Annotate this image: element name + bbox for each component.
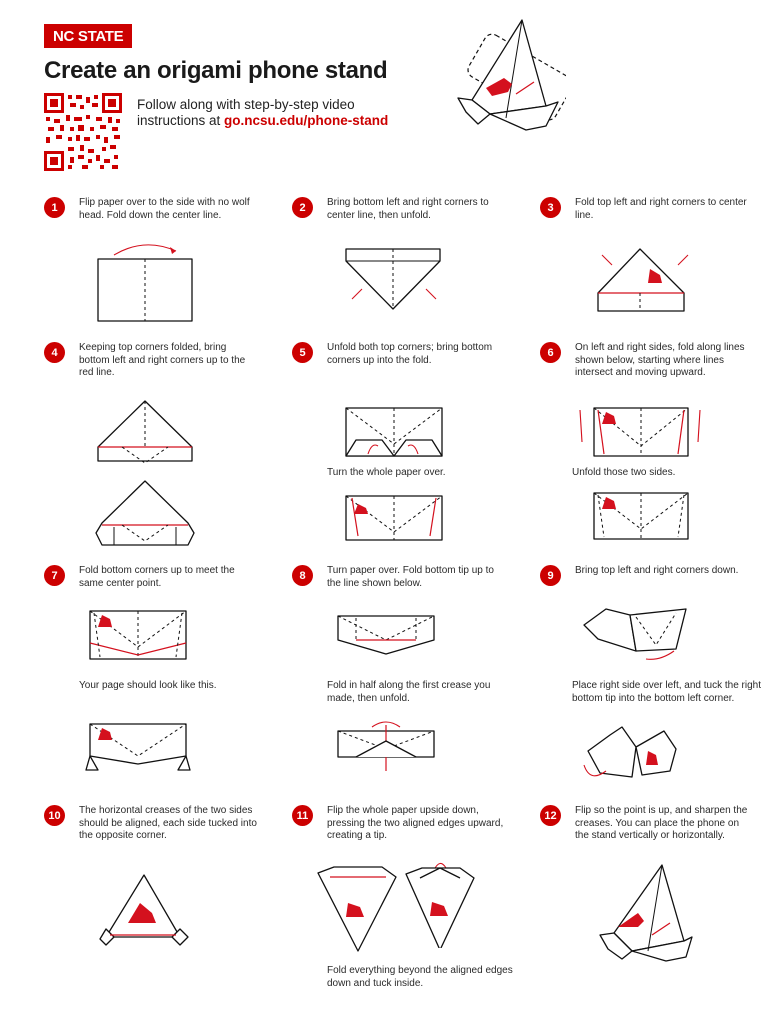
- step-4-diagram-b: [84, 479, 284, 554]
- video-link[interactable]: go.ncsu.edu/phone-stand: [224, 113, 389, 128]
- step-number: 1: [44, 197, 65, 218]
- step-10-diagram: [84, 873, 284, 953]
- step-7-diagram-b: [84, 720, 284, 780]
- step-6: [540, 342, 768, 552]
- step-text: Fold bottom corners up to meet the same center point.: [79, 565, 235, 589]
- step-number: 10: [44, 805, 65, 826]
- step-number: 2: [292, 197, 313, 218]
- step-note: Place right side over left, and tuck the right bottom tip into the bottom left corner.: [572, 680, 761, 704]
- step-9: [540, 565, 768, 775]
- step-12-diagram: [590, 863, 700, 973]
- step-11: [292, 805, 532, 1015]
- page-title: Create an origami phone stand: [44, 57, 388, 84]
- step-5-diagram-b: [332, 492, 532, 552]
- step-text: Bring bottom left and right corners to center line, then unfold.: [327, 197, 489, 221]
- step-number: 4: [44, 342, 65, 363]
- step-number: 11: [292, 805, 313, 826]
- step-6-diagram-b: [576, 489, 768, 549]
- step-5-diagram-a: [332, 404, 532, 464]
- step-text: Bring top left and right corners down.: [575, 565, 739, 576]
- step-note: Turn the whole paper over.: [327, 467, 446, 478]
- step-text: Flip so the point is up, and sharpen the creases. You can place the phone on the stand vertically or horizontally.: [575, 805, 748, 841]
- step-note: Fold everything beyond the aligned edges down and tuck inside.: [327, 965, 513, 989]
- step-4: [44, 342, 284, 552]
- step-number: 8: [292, 565, 313, 586]
- step-9-diagram-a: [580, 605, 768, 665]
- step-7: [44, 565, 284, 775]
- step-8-diagram-a: [332, 612, 532, 672]
- step-number: 12: [540, 805, 561, 826]
- intro-line-2: [137, 113, 388, 129]
- nc-state-logo: NC STATE: [44, 24, 132, 48]
- step-number: 3: [540, 197, 561, 218]
- step-note: Fold in half along the first crease you made, then unfold.: [327, 680, 491, 704]
- step-text: Turn paper over. Fold bottom tip up to the line shown below.: [327, 565, 494, 589]
- step-4-diagram-a: [84, 397, 284, 467]
- step-11-diagram-a: [312, 863, 402, 953]
- step-number: 6: [540, 342, 561, 363]
- intro-prefix: instructions at: [137, 113, 225, 128]
- step-text: Flip paper over to the side with no wolf head. Fold down the center line.: [79, 197, 250, 221]
- step-7-diagram-a: [84, 607, 284, 667]
- step-6-diagram-a: [576, 402, 768, 467]
- qr-code[interactable]: [44, 93, 122, 171]
- step-number: 7: [44, 565, 65, 586]
- step-12: [540, 805, 768, 1015]
- step-text: Fold top left and right corners to center line.: [575, 197, 747, 221]
- step-note: Your page should look like this.: [79, 680, 217, 691]
- step-number: 9: [540, 565, 561, 586]
- step-text: On left and right sides, fold along lines shown below, starting where lines intersect and moving upward.: [575, 342, 745, 378]
- step-note: Unfold those two sides.: [572, 467, 676, 478]
- step-9-diagram-b: [580, 725, 768, 790]
- step-5: [292, 342, 532, 552]
- step-number: 5: [292, 342, 313, 363]
- step-text: Unfold both top corners; bring bottom corners up into the fold.: [327, 342, 493, 366]
- step-8-diagram-b: [332, 713, 532, 773]
- intro-line-1: Follow along with step-by-step video: [137, 97, 355, 112]
- intro-text: [137, 97, 388, 129]
- step-10: [44, 805, 284, 1015]
- step-8: [292, 565, 532, 775]
- phone-stand-hero-illustration: [446, 18, 566, 138]
- step-text: Flip the whole paper upside down, pressing the two aligned edges upward, creating a tip.: [327, 805, 504, 841]
- step-11-diagram-b: [400, 858, 490, 948]
- step-text: Keeping top corners folded, bring bottom left and right corners up to the red line.: [79, 342, 246, 378]
- step-text: The horizontal creases of the two sides should be aligned, each side tucked into the opposite corner.: [79, 805, 257, 841]
